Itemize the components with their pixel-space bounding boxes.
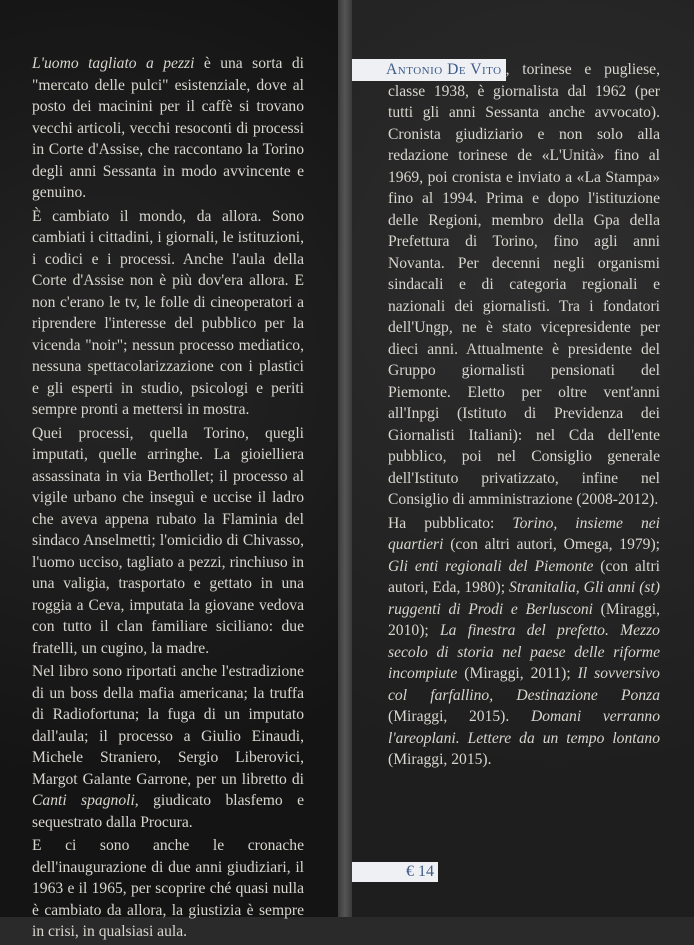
cover-fold xyxy=(338,0,352,917)
author-bio-column xyxy=(388,59,660,773)
synopsis-column xyxy=(32,53,304,945)
publication-title: Stranitalia, Gli anni (st) ruggenti di Prodi e Berlusconi xyxy=(388,579,661,618)
publication-title: Torino, insieme nei quartieri xyxy=(388,514,660,553)
publication-title: La finestra del prefetto. Mezzo secolo di storia nel paese delle riforme incompiute xyxy=(388,622,660,682)
author-bio-paragraph: Antonio De Vito , torinese e pugliese, classe 1938, è giornalista dal 1962 (per tutti gli anni Sessanta anche avvocato). Cronista giudiziario e non solo alla redazione torinese de «L'Unità» fino al 1969, poi cronista e inviato a «La Stampa» fino al 1994. Prima e dopo l'istituzione delle Regioni, membro della Gpa della Prefettura di Torino, fino agli anni Novanta. Per decenni negli organismi sindacali e di categoria regionali e nazionali dei giornalisti. Tra i fondatori dell'Ungp, ne è stato vicepresidente per dieci anni. Attualmente è presidente del Gruppo giornalisti pensionati del Piemonte. Eletto per oltre vent'anni all'Inpgi (Istituto di Previdenza dei Giornalisti Italiani): nel Cda dell'ente pubblico, poi nel Consiglio generale dell'Istituto privatizzato, infine nel Consiglio di amministrazione (2008-2012). xyxy=(388,59,660,511)
publication-title: Domani verranno l'areoplani. Lettere da un tempo lontano xyxy=(388,708,661,747)
book-title: L'uomo tagliato a pezzi xyxy=(32,55,195,72)
synopsis-paragraph: È cambiato il mondo, da allora. Sono cambiati i cittadini, i giornali, le istituzioni, i codici e i processi. Anche l'aula della Corte d'Assise non è più dov'era allora. E non c'erano le tv, le folle di cineoperatori a riprendere l'interesse del pubblico per la vicenda "noir"; nessun processo mediatico, nessuna spettacolarizzazione con i plastici e gli esperti in studio, psicologi e periti sempre pronti a mettersi in mostra. xyxy=(32,207,304,418)
publication-title: Il sovversivo col farfallino, Destinazione Ponza xyxy=(388,665,660,704)
price-label: € 14 xyxy=(352,862,438,882)
publications-paragraph: Ha pubblicato: Torino, insieme nei quartieri (con altri autori, Omega, 1979); Gli enti regionali del Piemonte (con altri autori, Eda, 1980); Stranitalia, Gli anni (st) ruggenti di Prodi e Berlusconi (Miraggi, 2010); La finestra del prefetto. Mezzo secolo di storia nel paese delle riforme incompiute (Miraggi, 2011); Il sovversivo col farfallino, Destinazione Ponza (Miraggi, 2015). Domani verranno l'areoplani. Lettere da un tempo lontano (Miraggi, 2015). xyxy=(388,514,661,768)
synopsis-paragraph: Quei processi, quella Torino, quegli imputati, quelle arringhe. La gioielliera assassinata in via Berthollet; il processo al vigile urbano che inseguì e uccise il ladro che aveva appena rubato la Flaminia del sindaco Anselmetti; l'omicidio di Chivasso, l'uomo ucciso, tagliato a pezzi, rinchiuso in una valigia, trasportato e gettato in una roggia a Ceva, imputata la giovane vedova con tutto il clan familiare siciliano: due fratelli, un cugino, la madre. xyxy=(32,424,304,657)
synopsis-paragraph: L'uomo tagliato a pezzi è una sorta di "mercato delle pulci" esistenziale, dove al posto dei macinini per il caffè si trovano vecchi articoli, vecchi resoconti di processi in Corte d'Assise, che raccontano la Torino degli anni Sessanta in modo avvincente e genuino. xyxy=(32,55,304,201)
cited-title: Canti spagnoli xyxy=(32,792,135,809)
synopsis-paragraph: Nel libro sono riportati anche l'estradizione di un boss della mafia americana; la truffa di Radiofortuna; la fuga di un imputato dall'aula; il processo a Giulio Einaudi, Michele Straniero, Sergio Liberovici, Margot Galante Garrone, per un libretto di Canti spagnoli, giudicato blasfemo e sequestrato dalla Procura. xyxy=(32,663,304,831)
publication-title: Gli enti regionali del Piemonte xyxy=(388,557,594,575)
synopsis-paragraph: E ci sono anche le cronache dell'inaugurazione di due anni giudiziari, il 1963 e il 1965, per scoprire ché quasi nulla è cambiato da allora, la giustizia è sempre in crisi, in qualsiasi aula. xyxy=(32,837,304,940)
author-name-tab: Antonio De Vito xyxy=(352,59,506,81)
